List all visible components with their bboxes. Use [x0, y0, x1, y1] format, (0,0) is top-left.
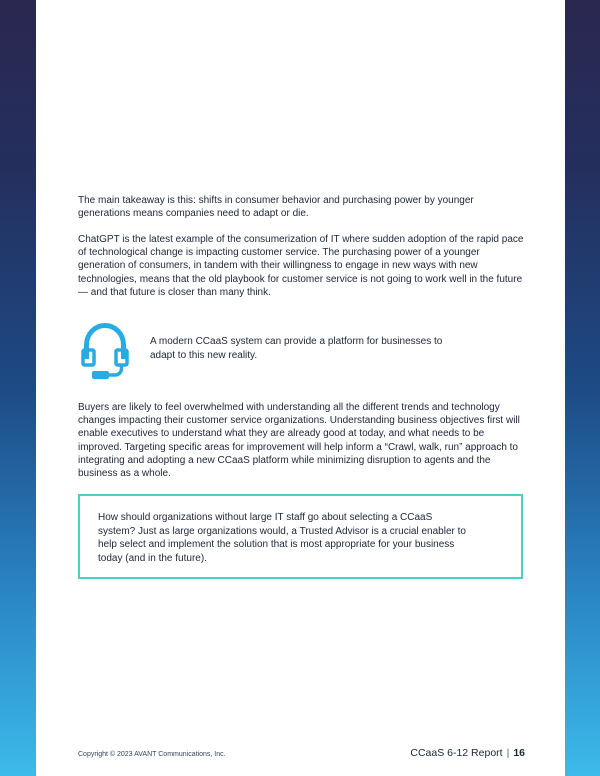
report-name: CCaaS 6-12 Report — [410, 747, 503, 759]
paragraph-buyers: Buyers are likely to feel overwhelmed with understanding all the different trends and technology changes impacting their customer service organizations. Understanding business objectives first will enable executives to understand what they are already good at today, and what needs to be improved. Targeting specific areas for improvement will help inform a “Crawl, walk, run” approach to integrating and adopting a new CCaaS platform while minimizing disruption to agents and the business as a whole. — [78, 402, 520, 480]
paragraph-main-takeaway: The main takeaway is this: shifts in consumer behavior and purchasing power by younger generations means companies need to adapt or die. — [78, 195, 474, 220]
right-gradient-band — [565, 0, 600, 776]
ccaas-callout — [78, 318, 462, 382]
callout-text: A modern CCaaS system can provide a platform for businesses to adapt to this new reality. — [150, 336, 443, 361]
headset-icon — [78, 318, 132, 382]
trusted-advisor-quote-box — [78, 494, 523, 579]
quote-box-text: How should organizations without large IT staff go about selecting a CCaaS system? Just as large organizations would, a Trusted Advisor is a crucial enabler to help select and implement the solution that is most appropriate for your business today (and in the future). — [98, 512, 466, 564]
paragraph-chatgpt: ChatGPT is the latest example of the consumerization of IT where sudden adoption of the rapid pace of technological change is impacting customer service. The purchasing power of a younger generation of consumers, in tandem with their willingness to engage in new ways with new technologies, means that the old playbook for customer service is not going to work well in the future — and that future is closer than many think. — [78, 234, 524, 298]
page-number: 16 — [513, 747, 525, 759]
left-gradient-band — [0, 0, 36, 776]
copyright-text: Copyright © 2023 AVANT Communications, Inc. — [78, 751, 226, 758]
page-footer — [78, 747, 525, 759]
page-body — [36, 0, 565, 776]
footer-separator: | — [506, 747, 510, 759]
report-title-page-number — [410, 747, 525, 759]
